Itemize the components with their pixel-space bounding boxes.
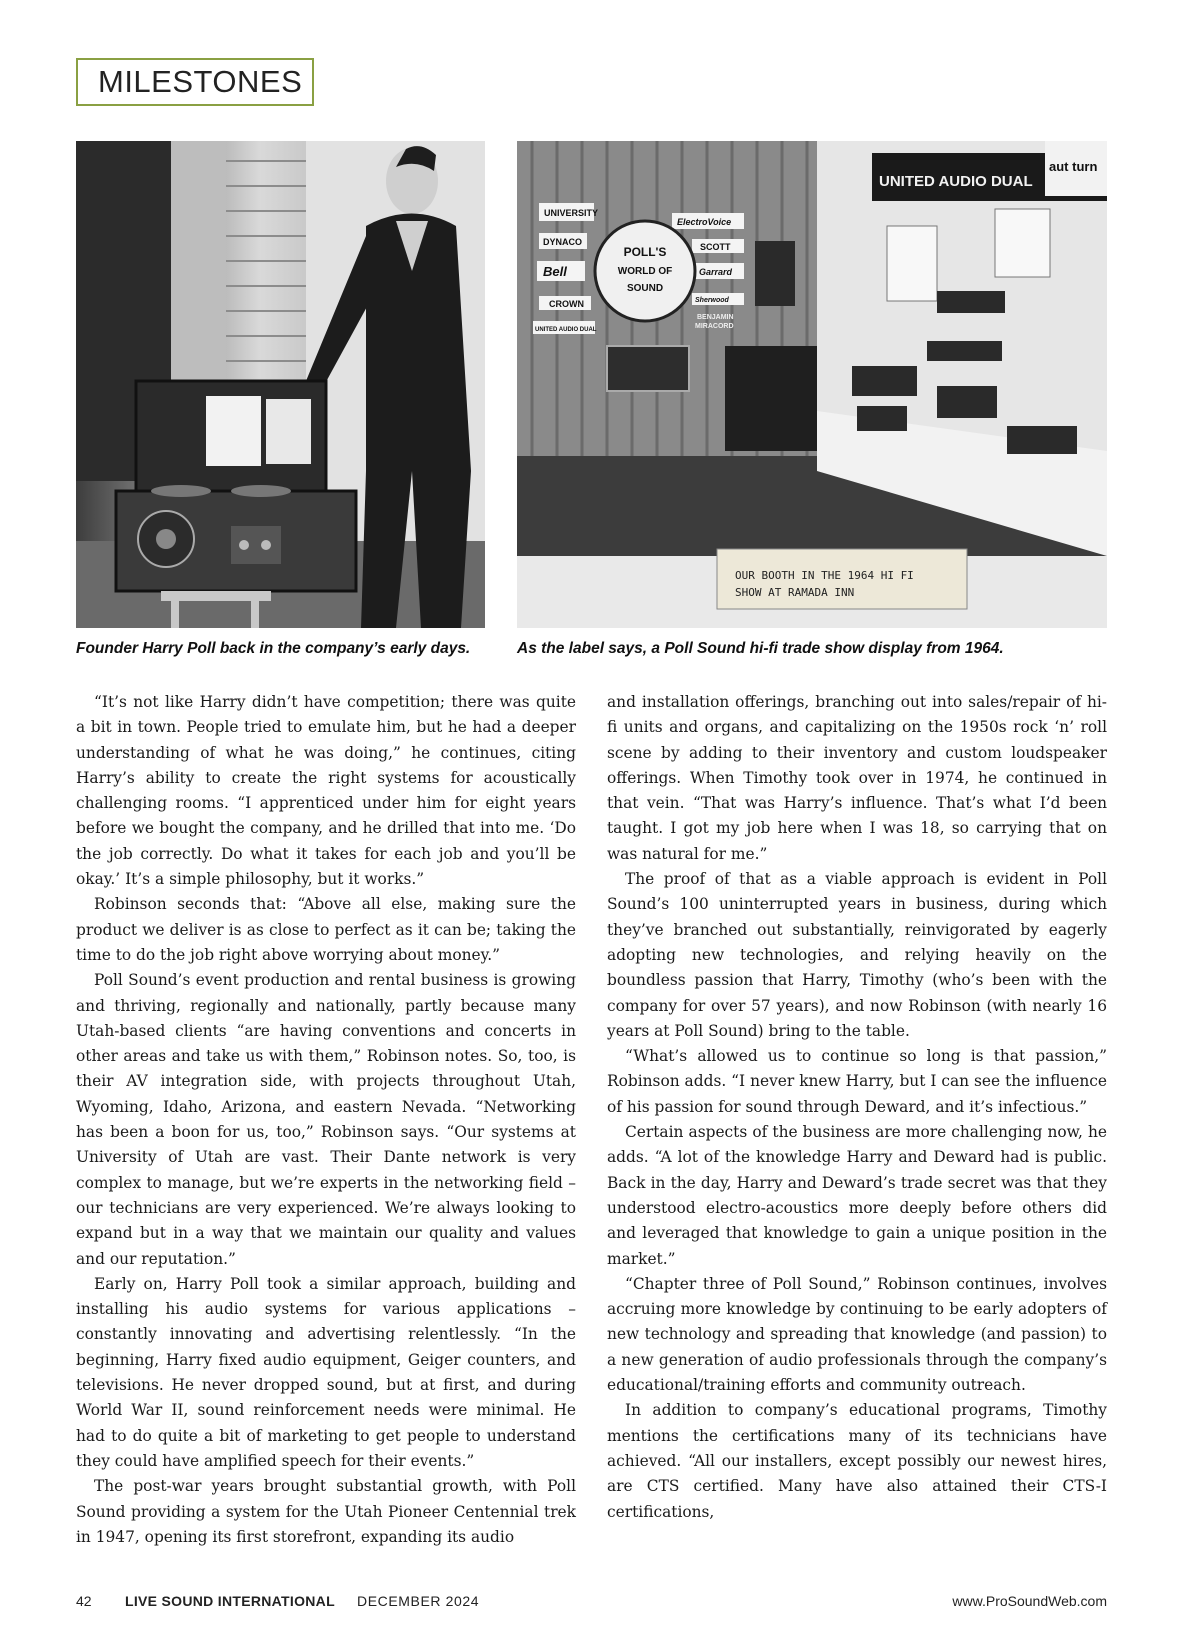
- publication-name: LIVE SOUND INTERNATIONAL: [125, 1593, 335, 1609]
- sign-sherwood: Sherwood: [695, 297, 729, 304]
- banner-united-audio-dual: UNITED AUDIO DUAL: [879, 173, 1033, 190]
- article-column-right: [607, 690, 1107, 1525]
- paragraph: The proof of that as a viable approach is evident in Poll Sound’s 100 uninterrupted years in business, during which they’ve branched out substantially, reinvigorated by eagerly adopting new technologies, and relying heavily on the boundless passion that Harry, Timothy (who’s been with the company for over 57 years), and now Robinson (with nearly 16 years at Poll Sound) bring to the table.: [607, 870, 1107, 1040]
- article-column-left: [76, 690, 576, 1550]
- photo-caption-left: Founder Harry Poll back in the company’s early days.: [76, 640, 471, 657]
- paragraph: “What’s allowed us to continue so long is that passion,” Robinson adds. “I never knew Harry, but I can see the influence of his passion for sound through Deward, and it’s infectious.”: [607, 1047, 1107, 1116]
- sign-garrard: Garrard: [699, 267, 733, 277]
- globe-sign-line-1: POLL'S: [623, 245, 667, 259]
- issue-date: DECEMBER 2024: [357, 1593, 480, 1609]
- photo-caption-right: As the label says, a Poll Sound hi-fi trade show display from 1964.: [517, 640, 1004, 657]
- sign-united-audio-small: UNITED AUDIO DUAL: [535, 327, 597, 333]
- page-footer: [76, 1593, 1107, 1613]
- booth-label-line-1: OUR BOOTH IN THE 1964 HI FI: [735, 569, 914, 582]
- paragraph: “It’s not like Harry didn’t have competition; there was quite a bit in town. People tried to emulate him, but he had a deeper understanding of what he was doing,” he continues, citing Harry’s ability to create the right systems for acoustically challenging rooms. “I apprenticed under him for eight years before we bought the company, and he drilled that into me. ‘Do the job correctly. Do what it takes for each job and you’ll be okay.’ It’s a simple philosophy, but it works.”: [76, 693, 576, 889]
- website-link[interactable]: www.ProSoundWeb.com: [952, 1593, 1107, 1609]
- sign-benjamin: BENJAMIN: [697, 314, 734, 321]
- sign-crown: CROWN: [549, 299, 584, 309]
- paragraph: Poll Sound’s event production and rental business is growing and thriving, regionally and nationally, partly because many Utah-based clients “are having conventions and concerts in other areas and take us with them,” Robinson notes. So, too, is their AV integration side, with projects throughout Utah, Wyoming, Idaho, Arizona, and eastern Nevada. “Networking has been a boon for us, too,” Robinson says. “Our systems at University of Utah are vast. Their Dante network is very complex to manage, but we’re experts in the networking field – our technicians are very experienced. We’re always looking to expand but in a way that we maintain our quality and values and our reputation.”: [76, 971, 576, 1268]
- sign-university: UNIVERSITY: [544, 208, 599, 218]
- sign-bell: Bell: [543, 264, 567, 279]
- banner-side-text: aut turn: [1049, 159, 1098, 174]
- paragraph: Robinson seconds that: “Above all else, making sure the product we deliver is as close to perfect as it can be; taking the time to do the job right above worrying about money.”: [76, 895, 576, 964]
- sign-dyna: DYNACO: [543, 237, 583, 247]
- paragraph: Certain aspects of the business are more challenging now, he adds. “A lot of the knowledge Harry and Deward had is public. Back in the day, Harry and Deward’s trade secret was that they understood electro-acoustics more deeply before others did and leveraged that knowledge to gain a unique position in the market.”: [607, 1123, 1107, 1268]
- sign-electro-voice: ElectroVoice: [677, 217, 732, 227]
- sign-miracord: MIRACORD: [695, 323, 734, 330]
- paragraph: “Chapter three of Poll Sound,” Robinson continues, involves accruing more knowledge by continuing to be early adopters of new technology and spreading that knowledge (and passion) to a new generation of audio professionals through the company’s educational/training efforts and community outreach.: [607, 1274, 1107, 1395]
- globe-sign-line-2: WORLD OF: [617, 266, 673, 277]
- section-heading: MILESTONES: [76, 58, 314, 106]
- globe-sign-line-3: SOUND: [626, 283, 664, 294]
- paragraph: Early on, Harry Poll took a similar approach, building and installing his audio systems for various applications – constantly innovating and advertising relentlessly. “In the beginning, Harry fixed audio equipment, Geiger counters, and televisions. He never dropped sound, but at first, and during World War II, sound reinforcement needs were minimal. He had to do quite a bit of marketing to get people to understand they could have amplified speech for their events.”: [76, 1274, 576, 1470]
- paragraph: The post-war years brought substantial growth, with Poll Sound providing a system for the Utah Pioneer Centennial trek in 1947, opening its first storefront, expanding its audio: [76, 1477, 576, 1546]
- paragraph: and installation offerings, branching out into sales/repair of hi-fi units and organs, and capitalizing on the 1950s rock ‘n’ roll scene by adding to their inventory and custom loudspeaker offerings. When Timothy took over in 1974, he continued in that vein. “That was Harry’s influence. That’s what I’d been taught. I got my job here when I was 18, so carrying that on was natural for me.”: [607, 693, 1107, 863]
- page-number: 42: [76, 1593, 92, 1609]
- photo-trade-show-booth: [517, 141, 1107, 628]
- sign-scott: SCOTT: [700, 242, 731, 252]
- photo-founder-harry-poll: [76, 141, 485, 628]
- paragraph: In addition to company’s educational programs, Timothy mentions the certifications many of its technicians have achieved. “All our installers, except possibly our newest hires, are CTS certified. Many have also attained their CTS-I certifications,: [607, 1401, 1107, 1521]
- booth-label-line-2: SHOW AT RAMADA INN: [735, 586, 855, 599]
